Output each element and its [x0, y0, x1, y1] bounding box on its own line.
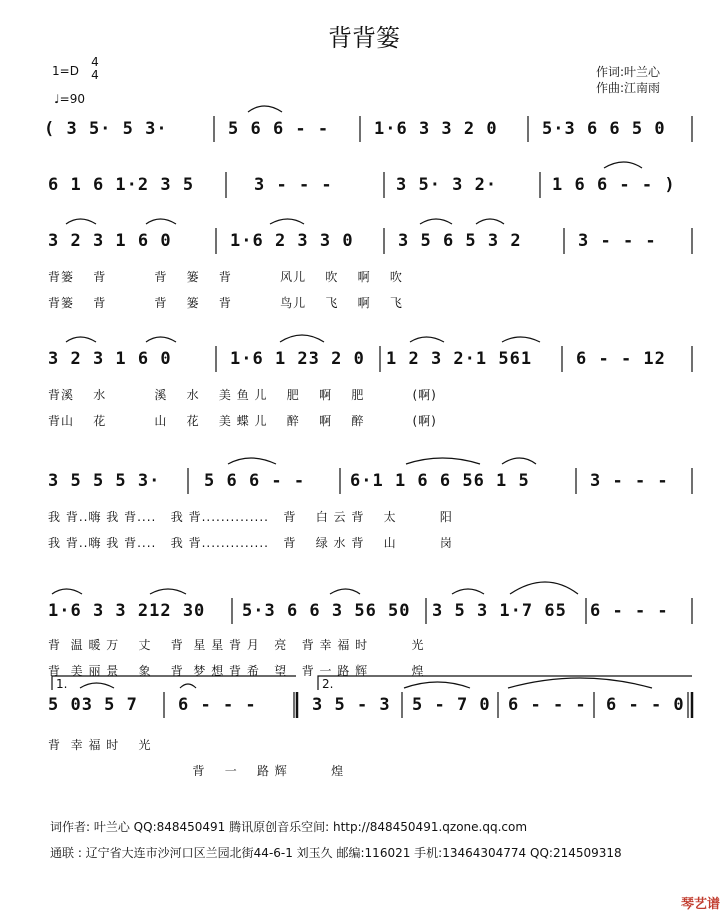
measure: 5 - 7 0 — [412, 695, 491, 715]
volta-first-label: 1. — [56, 677, 68, 691]
measure: ( 3 5· 5 3· — [44, 119, 168, 139]
measure: 3 5 5 5 3· — [48, 471, 161, 491]
measure: 5 03 5 7 — [48, 695, 138, 715]
time-signature-bottom: 4 — [91, 68, 99, 82]
time-signature-top: 4 — [91, 55, 99, 69]
tempo-marking — [54, 92, 85, 106]
measure: 3 - - - — [578, 231, 657, 251]
lyric-line: 背山 花 山 花 美 蝶 儿 醉 啊 醉 (啊) — [48, 414, 437, 428]
credits — [596, 64, 660, 96]
lyric-line: 背篓 背 背 篓 背 鸟儿 飞 啊 飞 — [48, 296, 403, 310]
notation-system-4 — [40, 346, 690, 372]
measure: 3 5 3 1·7 65 — [432, 601, 567, 621]
notation-system-2 — [40, 172, 690, 198]
time-signature — [88, 56, 102, 82]
lyric-line: 背溪 水 溪 水 美 鱼 儿 肥 啊 肥 (啊) — [48, 388, 437, 402]
measure: 3 - - - — [254, 175, 333, 195]
measure: 1·6 3 3 212 30 — [48, 601, 206, 621]
tempo-value: =90 — [59, 92, 85, 106]
measure: 5·3 6 6 5 0 — [542, 119, 666, 139]
measure: 6 1 6 1·2 3 5 — [48, 175, 195, 195]
measure: 1·6 2 3 3 0 — [230, 231, 354, 251]
measure: 3 5 6 5 3 2 — [398, 231, 522, 251]
quarter-note-icon: ♩ — [54, 92, 60, 106]
measure: 6 - - 12 — [576, 349, 666, 369]
lyric-line: 背 一 路 辉 煌 — [48, 764, 345, 778]
volta-second-label: 2. — [322, 677, 334, 691]
measure: 6 - - - — [178, 695, 257, 715]
lyric-line: 背 幸 福 时 光 — [48, 738, 152, 752]
lyric-line: 背 美 丽 景 象 背 梦 想 背 希 望 背 一 路 辉 煌 — [48, 664, 425, 678]
measure: 5 6 6 - - — [204, 471, 306, 491]
notation-system-3 — [40, 228, 690, 254]
measure: 1 6 6 - - ) — [552, 175, 676, 195]
measure: 1 2 3 2·1 561 — [386, 349, 533, 369]
watermark-logo: 琴艺谱 — [680, 897, 720, 912]
measure: 6 - - 0 — [606, 695, 685, 715]
measure: 5·3 6 6 3 56 50 — [242, 601, 411, 621]
measure: 1·6 3 3 2 0 — [374, 119, 498, 139]
lyric-line: 我 背..嗨 我 背.... 我 背.............. 背 白 云 背 太 阳 — [48, 510, 453, 524]
lyric-line: 背篓 背 背 篓 背 风儿 吹 啊 吹 — [48, 270, 403, 284]
notation-system-1 — [40, 116, 690, 142]
measure: 3 2 3 1 6 0 — [48, 231, 172, 251]
notation-system-7 — [40, 692, 690, 718]
composer-credit: 作曲:江南雨 — [596, 81, 661, 95]
measure: 3 5 - 3 — [312, 695, 391, 715]
measure: 5 6 6 - - — [228, 119, 330, 139]
lyric-line: 我 背..嗨 我 背.... 我 背.............. 背 绿 水 背 山 岗 — [48, 536, 453, 550]
measure: 3 2 3 1 6 0 — [48, 349, 172, 369]
lyricist-credit: 作词:叶兰心 — [596, 65, 661, 79]
lyric-line: 背 温 暖 万 丈 背 星 星 背 月 亮 背 幸 福 时 光 — [48, 638, 425, 652]
notation-system-5 — [40, 468, 690, 494]
key-signature: 1=D — [52, 64, 79, 78]
measure: 6 - - - — [508, 695, 587, 715]
measure: 6 - - - — [590, 601, 669, 621]
footer-contact-line: 通联 : 辽宁省大连市沙河口区兰园北街44-6-1 刘玉久 邮编:116021 手机:13464304774 QQ:214509318 — [50, 846, 622, 860]
measure: 1·6 1 23 2 0 — [230, 349, 365, 369]
notation-system-6 — [40, 598, 690, 624]
page-title: 背背篓 — [328, 24, 400, 52]
measure: 3 5· 3 2· — [396, 175, 498, 195]
measure: 3 - - - — [590, 471, 669, 491]
footer-lyricist-line: 词作者: 叶兰心 QQ:848450491 腾讯原创音乐空间: http://848450491.qzone.qq.com — [50, 820, 528, 834]
measure: 6·1 1 6 6 56 1 5 — [350, 471, 530, 491]
